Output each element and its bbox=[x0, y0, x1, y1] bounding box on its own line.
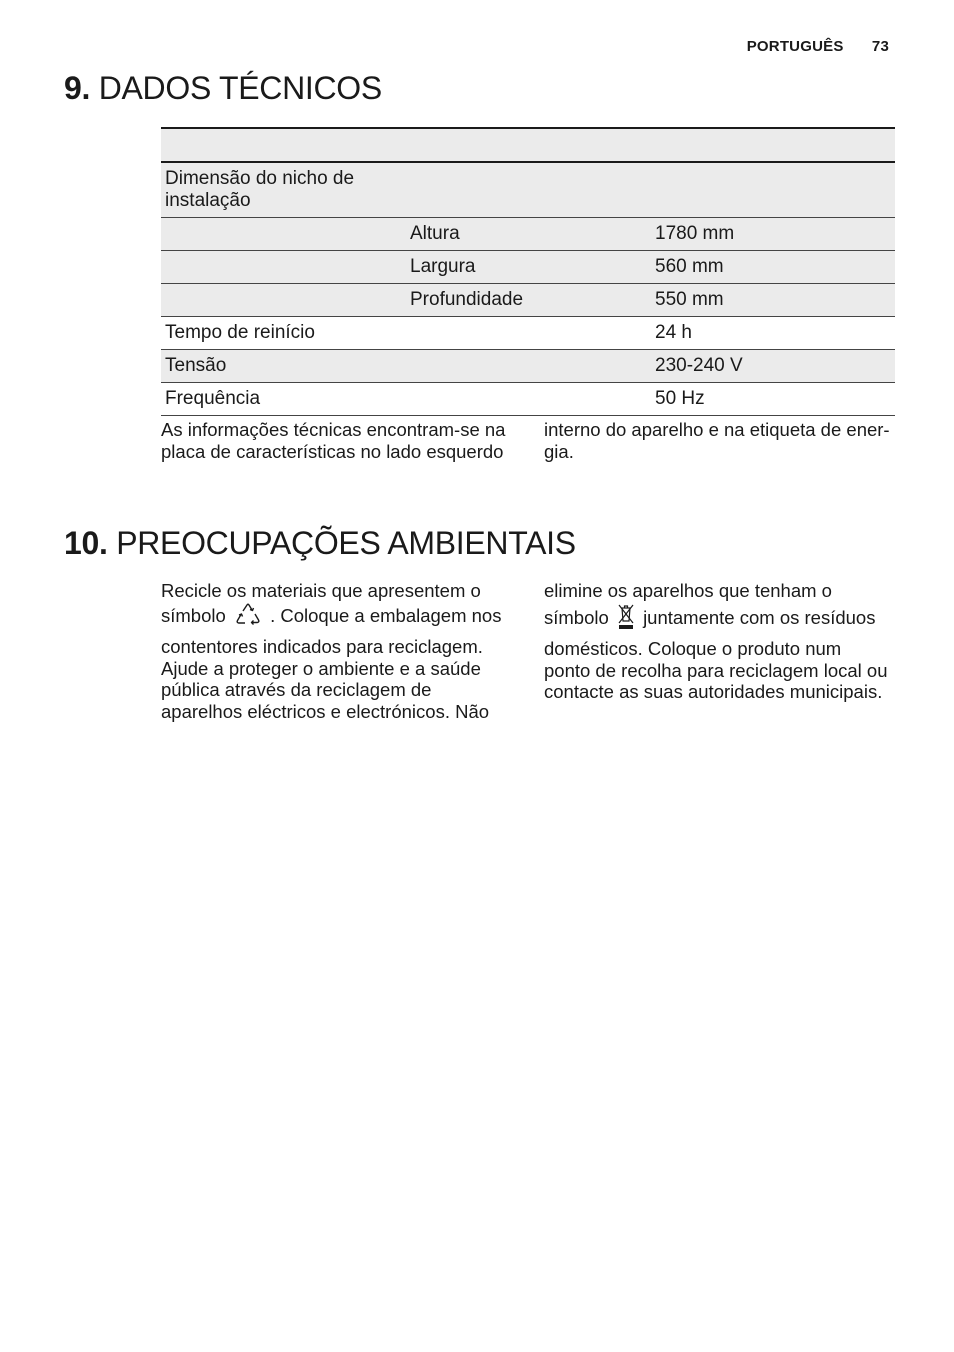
technical-note-left: As informações técnicas encontram-se na placa de características no lado esquerdo bbox=[161, 419, 506, 462]
dimension-value: 560 mm bbox=[655, 256, 724, 277]
spec-label: Tempo de reinício bbox=[165, 322, 315, 343]
spec-value: 24 h bbox=[655, 322, 692, 343]
dimension-label: Altura bbox=[410, 223, 460, 244]
table-header-row bbox=[161, 128, 895, 162]
environment-text-right: elimine os aparelhos que tenham o símbolo juntamente com os resíduos domésticos. Coloque o produto num ponto de recolha para reciclagem local ou contacte as suas autoridades municipais. bbox=[544, 580, 888, 702]
spec-value: 50 Hz bbox=[655, 388, 705, 409]
dimension-value: 550 mm bbox=[655, 289, 724, 310]
environment-text-left: Recicle os materiais que apresentem o símbolo . Coloque a embalagem nos contentores indicados para reciclagem. Ajude a proteger o ambiente e a saúde pública através da reciclagem de aparelhos eléctricos e electrónicos. Não bbox=[161, 580, 502, 722]
table-row bbox=[161, 350, 895, 383]
header-language: PORTUGUÊS bbox=[746, 38, 844, 55]
dimension-label: Profundidade bbox=[410, 289, 524, 310]
section-10-number: 10. bbox=[64, 525, 108, 561]
crossed-bin-icon bbox=[616, 602, 636, 635]
spec-label: Frequência bbox=[165, 388, 261, 409]
page-header bbox=[747, 38, 889, 55]
table-row bbox=[161, 383, 895, 416]
table-row bbox=[161, 251, 895, 284]
section-9-heading bbox=[64, 70, 382, 107]
spec-label: Tensão bbox=[165, 355, 227, 376]
section-9-number: 9. bbox=[64, 70, 91, 106]
spec-value: 230-240 V bbox=[655, 355, 743, 376]
technical-data-table bbox=[161, 127, 895, 416]
table-row bbox=[161, 218, 895, 251]
table-row bbox=[161, 317, 895, 350]
section-10-heading bbox=[64, 525, 576, 562]
dimension-label: Largura bbox=[410, 256, 476, 277]
table-row bbox=[161, 284, 895, 317]
dimension-value: 1780 mm bbox=[655, 223, 735, 244]
technical-note-right: interno do aparelho e na etiqueta de ener- gia. bbox=[544, 419, 890, 462]
section-9-title: DADOS TÉCNICOS bbox=[98, 70, 382, 106]
page-number: 73 bbox=[871, 38, 889, 55]
section-10-title: PREOCUPAÇÕES AMBIENTAIS bbox=[116, 525, 576, 561]
recycle-icon bbox=[233, 602, 263, 633]
niche-dimension-label: Dimensão do nicho de instalação bbox=[165, 168, 355, 211]
table-row bbox=[161, 162, 895, 218]
